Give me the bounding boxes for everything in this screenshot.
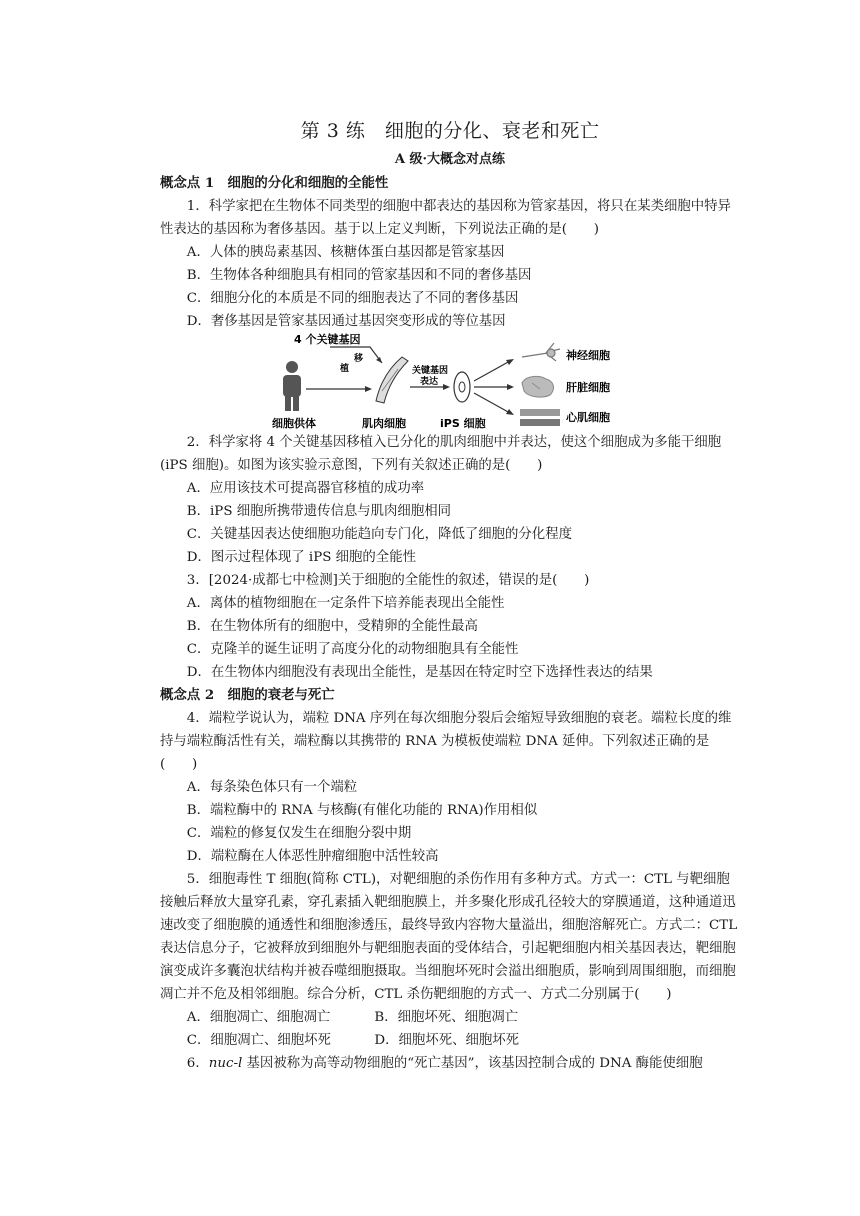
q4-option-c: C．端粒的修复仅发生在细胞分裂中期 xyxy=(186,826,412,841)
q4-option-b: B．端粒酶中的 RNA 与核酶(有催化功能的 RNA)作用相似 xyxy=(186,803,538,818)
ips-experiment-figure xyxy=(160,333,740,431)
section-heading: A 级·大概念对点练 xyxy=(394,152,506,167)
q3-option-a: A．离体的植物细胞在一定条件下培养能表现出全能性 xyxy=(186,596,505,611)
q3-option-b: B．在生物体所有的细胞中，受精卵的全能性最高 xyxy=(186,619,478,634)
q5-option-a: A．细胞凋亡、细胞凋亡 xyxy=(186,1010,331,1025)
q3-stem: 3．[2024·成都七中检测]关于细胞的全能性的叙述，错误的是( ) xyxy=(186,573,590,588)
q2-option-c: C．关键基因表达使细胞功能趋向专门化，降低了细胞的分化程度 xyxy=(186,527,572,542)
q5-options-row-2 xyxy=(160,1029,740,1052)
q1-option-b: B．生物体各种细胞具有相同的管家基因和不同的奢侈基因 xyxy=(186,268,532,283)
question-content xyxy=(160,172,740,1075)
expression-label-2: 表达 xyxy=(420,377,439,387)
q6-number: 6． xyxy=(186,1056,209,1071)
neuron-label: 神经细胞 xyxy=(566,349,610,362)
q2-stem: 2．科学家将 4 个关键基因移植入已分化的肌肉细胞中并表达，使这个细胞成为多能干细胞(iPS 细胞)。如图为该实验示意图，下列有关叙述正确的是( ) xyxy=(160,435,722,473)
q6-text: 基因被称为高等动物细胞的“死亡基因”，该基因控制合成的 DNA 酶能使细胞 xyxy=(242,1056,703,1071)
q5-option-d: D．细胞坏死、细胞坏死 xyxy=(374,1033,520,1048)
q1-option-d: D．奢侈基因是管家基因通过基因突变形成的等位基因 xyxy=(186,314,506,329)
liver-label: 肝脏细胞 xyxy=(566,381,610,394)
neuron-icon xyxy=(522,343,560,361)
q5-option-b: B．细胞坏死、细胞凋亡 xyxy=(374,1010,519,1025)
q2-option-a: A．应用该技术可提高器官移植的成功率 xyxy=(186,481,425,496)
person-icon xyxy=(283,361,301,411)
cardiac-label: 心肌细胞 xyxy=(566,411,610,424)
q4-option-a: A．每条染色体只有一个端粒 xyxy=(186,780,358,795)
q3-option-d: D．在生物体内细胞没有表现出全能性，是基因在特定时空下选择性表达的结果 xyxy=(186,665,653,680)
q1-option-a: A．人体的胰岛素基因、核糖体蛋白基因都是管家基因 xyxy=(186,245,505,260)
ips-label: iPS 细胞 xyxy=(440,417,486,429)
q1-option-c: C．细胞分化的本质是不同的细胞表达了不同的奢侈基因 xyxy=(186,291,519,306)
q2-option-d: D．图示过程体现了 iPS 细胞的全能性 xyxy=(186,550,416,565)
q6-stem xyxy=(160,1052,740,1075)
q4-option-d: D．端粒酶在人体恶性肿瘤细胞中活性较高 xyxy=(186,849,439,864)
concept-heading-1: 概念点 1 细胞的分化和细胞的全能性 xyxy=(160,175,389,191)
ips-diagram xyxy=(270,333,630,429)
q3-option-c: C．克隆羊的诞生证明了高度分化的动物细胞具有全能性 xyxy=(186,642,519,657)
q5-options-row-1 xyxy=(160,1006,740,1029)
q4-stem: 4．端粒学说认为，端粒 DNA 序列在每次细胞分裂后会缩短导致细胞的衰老。端粒长度的维持与端粒酶活性有关，端粒酶以其携带的 RNA 为模板使端粒 DNA 延伸。下列叙述正确的是( ) xyxy=(160,711,732,772)
q1-stem: 1．科学家把在生物体不同类型的细胞中都表达的基因称为管家基因，将只在某类细胞中特异性表达的基因称为奢侈基因。基于以上定义判断，下列说法正确的是( ) xyxy=(160,199,731,237)
muscle-label: 肌肉细胞 xyxy=(362,417,406,429)
donor-label: 细胞供体 xyxy=(272,417,316,429)
cardiac-cell-icon xyxy=(520,409,560,426)
move-label-2: 植 xyxy=(340,364,350,374)
key-genes-label: 4 个关键基因 xyxy=(294,333,361,346)
liver-cell-icon xyxy=(522,376,553,397)
expression-label-1: 关键基因 xyxy=(412,366,449,376)
ips-cell-icon xyxy=(454,372,470,402)
q5-option-c: C．细胞凋亡、细胞坏死 xyxy=(186,1033,331,1048)
q6-gene-name: nuc-l xyxy=(208,1056,243,1071)
page-title: 第 3 练 细胞的分化、衰老和死亡 xyxy=(300,120,600,142)
q5-stem: 5．细胞毒性 T 细胞(简称 CTL)，对靶细胞的杀伤作用有多种方式。方式一：CTL 与靶细胞接触后释放大量穿孔素，穿孔素插入靶细胞膜上，并多聚化形成孔径较大的穿膜通道，这种通道迅速改变了细胞膜的通透性和细胞渗透压，最终导致内容物大量溢出，细胞溶解死亡。方式二：CTL 表达信息分子，它被释放到细胞外与靶细胞表面的受体结合，引起靶细胞内相关基因表达，靶细胞演变成许多囊泡状结构并被吞噬细胞摄取。当细胞坏死时会溢出细胞质，影响到周围细胞，而细胞凋亡并不危及相邻细胞。综合分析，CTL 杀伤靶细胞的方式一、方式二分别属于( ) xyxy=(160,872,738,1002)
concept-heading-2: 概念点 2 细胞的衰老与死亡 xyxy=(160,687,335,703)
muscle-cell-icon xyxy=(376,357,408,403)
move-label-1: 移 xyxy=(354,354,364,364)
q2-option-b: B．iPS 细胞所携带遗传信息与肌肉细胞相同 xyxy=(186,504,451,519)
